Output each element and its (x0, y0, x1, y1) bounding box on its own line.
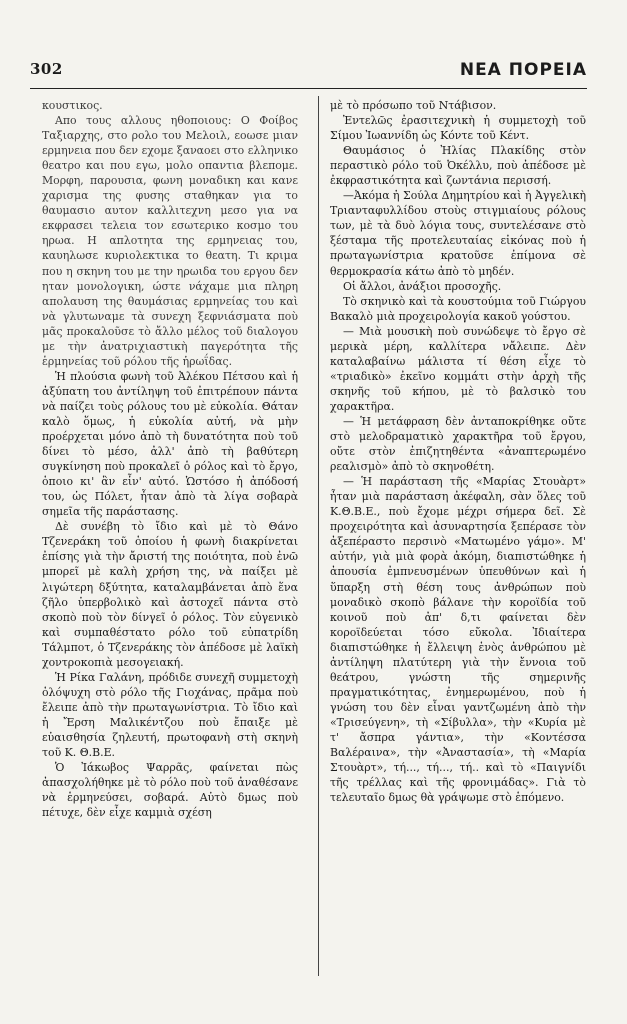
paragraph: κουστικος. (42, 99, 103, 112)
left-column (42, 98, 298, 820)
paragraph: Ὁ Ἰάκωβος Ψαρρᾶς, φαίνεται πὼς ἀπασχολήθηκε μὲ τὸ ρόλο ποὺ τοῦ ἀναθέσανε νὰ ἑρμηνεύσει, σοβαρά. Αὐτὸ δμως ποὺ πέτυχε, δὲν εἶχε καμμιὰ σχέση (42, 761, 298, 820)
paragraph: μὲ τὸ πρόσωπο τοῦ Ντάβισον. (330, 99, 497, 112)
page-number: 302 (30, 60, 63, 78)
paragraph: Θαυμάσιος ὁ Ἠλίας Πλακίδης στὸν περαστικὸ ρόλο τοῦ Ὀκέλλυ, ποὺ ἀπέδοσε μὲ ἐκφραστικότητα καὶ ζωντάνια περισσή. (330, 144, 586, 188)
paragraph: —Ἀκόμα ἡ Σούλα Δημητρίου καὶ ἡ Ἀγγελικὴ Τριανταφυλλίδου στοὺς στιγμιαίους ρόλους των, μὲ τὰ δυὸ λόγια τους, συντελέσανε στὸ ξέσταμα τῆς προτελευταίας εἰκόνας ποὺ ἡ πρωταγωνίστρια κρατοῦσε ἐπίμονα σὲ θερμοκρασία κάτω ἀπὸ τὸ μηδέν. (330, 189, 586, 278)
paragraph: — Ἡ παράσταση τῆς «Μαρίας Στουὰρτ» ἦταν μιὰ παράσταση ἀκέφαλη, σὰν ὅλες τοῦ Κ.Θ.Β.Ε., ποὺ ἔχομε μέχρι σήμερα δεῖ. Σὲ προχειρότητα καὶ ἀσυναρτησία ξεπέρασε τὸν ἀξεπέραστο περσινὸ «Ματωμένο γάμο». Μ' αὐτήν, γιὰ μιὰ φορὰ ἀκόμη, διαπιστώθηκε ἡ ἀπουσία ἐμπνευσμένων ὑπευθύνων καὶ ἡ ὕπαρξη στὴ θέση τους ἀνθρώπων ποὺ μοναδικὸ σκοπὸ βάλανε τὴν κοροϊδία τοῦ κοινοῦ ποὺ ἀπ' δ,τι φαίνεται δὲν κοροϊδεύεται τόσο εὔκολα. Ἰδιαίτερα διαπιστώθηκε ἡ ἔλλειψη ἑνὸς ἀνθρώπου μὲ ἀντίληψη πλατύτερη γιὰ τὴν ἔννοια τοῦ θεάτρου, γνώστη τῆς σημερινῆς πραγματικότητας, ἐνημερωμένου, ποὺ ἡ γνώση του δὲν εἶναι γαντζωμένη ἀπὸ τὴν «Τρισεύγενη», τὴ «Σίβυλλα», τὴν «Κυρία μὲ τ' ἄσπρα γάντια», τὴν «Κοντέσσα Βαλέραινα», τὴν «Ἀναστασία», τὴ «Μαρία Στουὰρτ», τή..., τή..., τή.. καὶ τὸ «Παιγνίδι τῆς τρέλλας καὶ τῆς φρονιμάδας». Γιὰ τὸ τελευταῖο δμως θὰ γράψωμε στὸ ἑπόμενο. (330, 475, 586, 805)
paragraph: Τὸ σκηνικὸ καὶ τὰ κουστούμια τοῦ Γιώργου Βακαλὸ μιὰ προχειρολογία κακοῦ γούστου. (330, 294, 586, 323)
journal-title: ΝΕΑ ΠΟΡΕΙΑ (459, 60, 587, 80)
paragraph: Απο τους αλλους ηθοποιους: Ο Φοίβος Ταξιαρχης, στο ρολο του Μελοιλ, εοωσε μιαν ερμηνεια που δεν εχομε ξαναοει στο ελληνικο θεατρο και που εγω, μολο οπαντια βλεπομε. Μορφη, παρουσια, φωνη μοναδικη και κανε χαρισμα της φυσης σταθηκαν για το θαυμασιο αυτον καλλιτεχνη μεσο για να εκφρασει τελεια τον εσωτερικο κοσμο του ηρωα. Η απλοτητα της ερμηνειας του, καυηλωσε κυριολεκτικα το θεατη. Τι κριμα που η σκηνη του με την ηρωιδα του εργου δεν ηταν μονολογικη, ώστε νάχαμε μια πληρη απολαυση της θαυμάσιας ερμηνείας του καὶ νὰ γλυτωναμε τὰ συνεχη ξεφνιάσματα ποὺ μᾶς προκαλοῦσε τὸ ἄλλο μέλος τοῦ διαλογου με τὴν ἀνατριχιαστικὴ παγερότητα τῆς ἑρμηνείας τοῦ ρόλου τῆς ἡρωΐδας. (42, 114, 298, 368)
paragraph: — Ἡ μετάφραση δὲν ἀνταποκρίθηκε οὔτε στὸ μελοδραματικὸ χαρακτῆρα τοῦ ἔργου, οὔτε στὸν ἐπιζητηθέντα «ἀναπτερωμένο ρεαλισμὸ» ἀπὸ τὸ σκηνοθέτη. (330, 414, 586, 474)
column-divider (318, 96, 319, 976)
right-column (330, 98, 586, 805)
header-rule (30, 88, 587, 89)
paragraph: Οἱ ἄλλοι, ἀνάξιοι προσοχῆς. (343, 279, 502, 293)
paragraph: Ἐντελῶς ἐρασιτεχνικὴ ἡ συμμετοχὴ τοῦ Σίμου Ἰωαννίδη ὡς Κόντε τοῦ Κέντ. (330, 114, 586, 143)
paragraph: Ἡ πλούσια φωνὴ τοῦ Ἀλέκου Πέτσου καὶ ἡ ἀξύπατη του ἀντίληψη τοῦ ἐπιτρέπουν πάντα νὰ παίζει τοὺς ρόλους του μὲ εὐκολία. Θάταν καλὸ ὅμως, ἡ εὐκολία αὐτή, νὰ μὴν προέρχεται μόνο ἀπὸ τὴ δυνατότητα ποὺ τοῦ δίνει τὸ μέσο, ἀλλ' ἀπὸ τὴ βαθύτερη συγκίνηση ποὺ προκαλεῖ ὁ ρόλος καὶ τὸ ἔργο, ὁποιο κι' ἂν εἶν' αὐτό. Ὡστόσο ἡ ἀπόδοσή του, ὡς Πόλετ, ἦταν ἀπὸ τὰ λίγα σοβαρὰ σημεῖα τῆς παράστασης. (42, 369, 298, 519)
paragraph: Δὲ συνέβη τὸ ἴδιο καὶ μὲ τὸ Θάνο Τζενεράκη τοῦ ὁποίου ἡ φωνὴ διακρίνεται ἐπίσης γιὰ τὴν ἄριστή της ποιότητα, ποὺ ἐνῶ μπορεῖ μὲ καλὴ χρήση της, νὰ παίξει μὲ λιγώτερη δξύτητα, καταλαμβάνεται ἀπὸ ἕνα ζῆλο ὑπερβολικὸ καὶ ἀστοχεῖ πάντα στὸ σκοπὸ ποὺ τὸν δίνγεῖ ὁ ρόλος. Τὸν εὐγενικὸ καὶ συμπαθέστατο ρόλο τοῦ εὐπατρίδη Τάλμποτ, ὁ Τζενεράκης τὸν ἀπέδοσε μὲ λαϊκὴ χοντροκοπιὰ μεσογειακή. (42, 520, 298, 669)
paragraph: Ἡ Ρίκα Γαλάνη, πρόδιδε συνεχῆ συμμετοχὴ ὁλόψυχη στὸ ρόλο τῆς Γιοχάνας, πρᾶμα ποὺ ἔλειπε ἀπὸ τὴν πρωταγωνίστρια. Τὸ ἴδιο καὶ ἡ Ἔρση Μαλικέντζου ποὺ ἔπαιξε μὲ εὐαισθησία ζηλευτή, πρωτοφανὴ στὴ σκηνὴ τοῦ Κ. Θ.Β.Ε. (42, 670, 298, 760)
paragraph: — Μιὰ μουσικὴ ποὺ συνώδεψε τὸ ἔργο σὲ μερικὰ μέρη, καλλίτερα νἄλειπε. Δὲν καταλαβαίνω μάλιστα τί θέση εἶχε τὸ «τριαδικὸ» ἐκεῖνο κομμάτι στὴν ἀρχὴ τῆς σκηνῆς τοῦ κήπου, μὲ τὸ βαλσικὸ του χαρακτῆρα. (330, 324, 586, 413)
